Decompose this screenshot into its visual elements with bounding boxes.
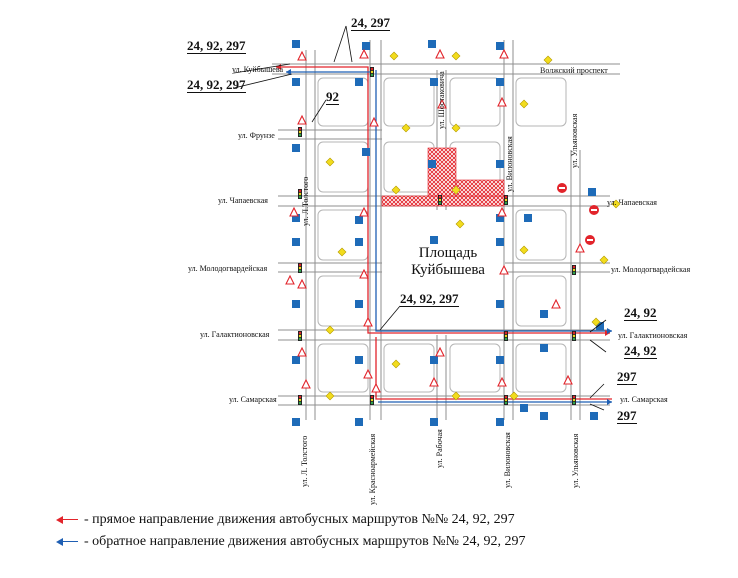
street-label-tolstogo-top: ул. Л.Толстого — [301, 176, 310, 226]
pedestrian-crossing — [382, 196, 504, 206]
street-label-rabochaya: ул. Рабочая — [435, 429, 444, 468]
traffic-light-red — [299, 128, 301, 130]
road-sign-icon — [540, 344, 548, 352]
road-sign-icon — [355, 300, 363, 308]
traffic-light-green — [371, 74, 373, 76]
label-leader-line — [346, 26, 352, 62]
road-sign-icon — [292, 40, 300, 48]
street-label-krasnoarmeyskaya: ул. Красноармейская — [368, 433, 377, 505]
square-label-text: Площадь Куйбышева — [411, 245, 485, 278]
road-sign-icon — [496, 418, 504, 426]
street-grid — [272, 40, 620, 420]
traffic-light-green — [371, 402, 373, 404]
priority-sign-icon — [390, 52, 398, 60]
traffic-light-red — [505, 196, 507, 198]
street-label-ulyanovskaya-top: ул. Ульяновская — [570, 113, 579, 168]
route-label-297-lower-right: 297 — [617, 408, 637, 423]
priority-sign-icon — [338, 248, 346, 256]
no-entry-bar — [559, 187, 565, 189]
road-sign-icon — [588, 188, 596, 196]
priority-sign-icon — [326, 158, 334, 166]
blue-arrow-icon — [56, 537, 78, 546]
traffic-light-red — [573, 266, 575, 268]
city-block-outline — [318, 142, 368, 192]
priority-sign-icon — [520, 246, 528, 254]
street-label-chapaevskaya-left: ул. Чапаевская — [218, 196, 268, 205]
label-leader-line — [380, 306, 400, 330]
road-sign-icon — [362, 42, 370, 50]
route-label-92: 92 — [326, 89, 339, 104]
no-entry-bar — [587, 239, 593, 241]
priority-sign-icon — [326, 392, 334, 400]
road-sign-icon — [430, 236, 438, 244]
street-label-kuibysheva: ул. Куйбышева — [232, 65, 284, 74]
city-block-outline — [384, 142, 434, 192]
warning-sign-icon — [500, 50, 508, 58]
traffic-light-yellow — [299, 267, 301, 269]
traffic-light-yellow — [573, 335, 575, 337]
traffic-light-green — [299, 402, 301, 404]
legend-reverse-text: - обратное направление движения автобусных маршрутов №№ 24, 92, 297 — [84, 534, 526, 549]
priority-sign-icon — [326, 326, 334, 334]
road-sign-icon — [292, 356, 300, 364]
street-label-vilonovskaya-bottom: ул. Вилоновская — [503, 432, 512, 488]
traffic-light-green — [439, 202, 441, 204]
traffic-light-green — [573, 402, 575, 404]
road-sign-icon — [355, 238, 363, 246]
reverse-arrow-icon — [607, 399, 612, 405]
city-block-outline — [450, 78, 500, 126]
warning-sign-icon — [498, 98, 506, 106]
traffic-signs — [234, 26, 620, 426]
road-sign-icon — [355, 418, 363, 426]
legend-reverse — [56, 534, 525, 550]
traffic-light-red — [573, 332, 575, 334]
traffic-light-yellow — [573, 269, 575, 271]
road-sign-icon — [540, 412, 548, 420]
warning-sign-icon — [298, 52, 306, 60]
warning-sign-icon — [360, 270, 368, 278]
road-sign-icon — [430, 418, 438, 426]
street-label-molodogvard-right: ул. Молодогвардейская — [611, 265, 691, 274]
route-label-24-92-lower-right: 24, 92 — [624, 343, 657, 358]
traffic-light-red — [299, 332, 301, 334]
street-label-tolstogo-bottom: ул. Л. Толстого — [300, 435, 309, 487]
traffic-light-red — [505, 396, 507, 398]
traffic-light-red — [299, 396, 301, 398]
road-sign-icon — [520, 404, 528, 412]
road-sign-icon — [355, 216, 363, 224]
warning-sign-icon — [436, 50, 444, 58]
warning-sign-icon — [290, 208, 298, 216]
traffic-light-yellow — [505, 399, 507, 401]
priority-sign-icon — [544, 56, 552, 64]
priority-sign-icon — [456, 220, 464, 228]
road-sign-icon — [496, 160, 504, 168]
traffic-light-green — [299, 270, 301, 272]
priority-sign-icon — [392, 360, 400, 368]
traffic-light-yellow — [299, 399, 301, 401]
warning-sign-icon — [286, 276, 294, 284]
warning-sign-icon — [298, 348, 306, 356]
traffic-light-yellow — [299, 131, 301, 133]
road-sign-icon — [496, 78, 504, 86]
traffic-light-green — [299, 134, 301, 136]
traffic-light-green — [573, 338, 575, 340]
square-label — [396, 245, 500, 279]
warning-sign-icon — [370, 118, 378, 126]
pedestrian-crossings — [382, 148, 504, 206]
road-sign-icon — [292, 144, 300, 152]
no-entry-bar — [591, 209, 597, 211]
city-block-outline — [450, 344, 500, 392]
route-label-24-92-297-lower-left: 24, 92, 297 — [187, 77, 246, 92]
traffic-light-red — [299, 264, 301, 266]
road-sign-icon — [292, 300, 300, 308]
street-label-vilonovskaya-top: ул. Вилоновская — [505, 136, 514, 192]
traffic-light-yellow — [439, 199, 441, 201]
traffic-light-green — [299, 338, 301, 340]
street-label-frunze: ул. Фрунзе — [238, 131, 275, 140]
warning-sign-icon — [500, 266, 508, 274]
route-label-24-92-297-middle: 24, 92, 297 — [400, 291, 459, 306]
street-label-galaktion-right: ул. Галактионовская — [618, 331, 688, 340]
road-sign-icon — [496, 42, 504, 50]
street-label-galaktion-left: ул. Галактионовская — [200, 330, 270, 339]
warning-sign-icon — [498, 208, 506, 216]
traffic-light-yellow — [371, 71, 373, 73]
label-leader-line — [334, 26, 346, 62]
road-sign-icon — [496, 356, 504, 364]
warning-sign-icon — [364, 318, 372, 326]
road-sign-icon — [292, 78, 300, 86]
city-block-outline — [318, 344, 368, 392]
road-sign-icon — [496, 300, 504, 308]
priority-sign-icon — [402, 124, 410, 132]
road-sign-icon — [430, 356, 438, 364]
warning-sign-icon — [552, 300, 560, 308]
road-sign-icon — [292, 418, 300, 426]
road-sign-icon — [540, 310, 548, 318]
route-label-297-upper-right: 297 — [617, 369, 637, 384]
route-label-24-92-297-upper-left: 24, 92, 297 — [187, 38, 246, 53]
city-block-outline — [384, 78, 434, 126]
warning-sign-icon — [364, 370, 372, 378]
street-label-ulyanovskaya-bottom: ул. Ульяновская — [571, 433, 580, 488]
route-label-24-92-upper-right: 24, 92 — [624, 305, 657, 320]
traffic-light-red — [439, 196, 441, 198]
warning-sign-icon — [498, 378, 506, 386]
traffic-light-yellow — [299, 335, 301, 337]
road-sign-icon — [362, 148, 370, 156]
traffic-light-red — [371, 68, 373, 70]
traffic-light-yellow — [573, 399, 575, 401]
priority-sign-icon — [520, 100, 528, 108]
direct-route-line — [376, 337, 612, 399]
road-sign-icon — [524, 214, 532, 222]
street-label-shostakovicha: ул. Шостаковича — [437, 71, 446, 129]
warning-sign-icon — [298, 280, 306, 288]
road-sign-icon — [428, 160, 436, 168]
pedestrian-crossing — [456, 180, 504, 196]
traffic-light-yellow — [505, 335, 507, 337]
city-block-outline — [384, 344, 434, 392]
traffic-light-red — [505, 332, 507, 334]
legend-direct-text: - прямое направление движения автобусных маршрутов №№ 24, 92, 297 — [84, 512, 515, 527]
street-label-chapaevskaya-right: ул. Чапаевская — [607, 198, 657, 207]
road-sign-icon — [355, 356, 363, 364]
legend-direct — [56, 512, 515, 528]
road-sign-icon — [355, 78, 363, 86]
label-leader-line — [312, 100, 326, 122]
traffic-light-red — [573, 396, 575, 398]
warning-sign-icon — [372, 384, 380, 392]
warning-sign-icon — [302, 380, 310, 388]
pedestrian-crossing — [428, 148, 456, 196]
route-label-24-297-top: 24, 297 — [351, 15, 390, 30]
label-leader-line — [590, 340, 606, 352]
road-sign-icon — [292, 238, 300, 246]
traffic-light-red — [371, 396, 373, 398]
street-label-samarskaya-right: ул. Самарская — [620, 395, 668, 404]
priority-sign-icon — [452, 52, 460, 60]
red-arrow-icon — [56, 515, 78, 524]
traffic-light-green — [573, 272, 575, 274]
city-block-outline — [516, 276, 566, 326]
road-sign-icon — [590, 412, 598, 420]
traffic-light-yellow — [371, 399, 373, 401]
road-sign-icon — [428, 40, 436, 48]
priority-sign-icon — [392, 186, 400, 194]
street-label-molodogvard-left: ул. Молодогвардейская — [188, 264, 268, 273]
warning-sign-icon — [298, 116, 306, 124]
street-label-samarskaya-left: ул. Самарская — [229, 395, 277, 404]
traffic-light-green — [505, 338, 507, 340]
warning-sign-icon — [360, 50, 368, 58]
traffic-light-yellow — [505, 199, 507, 201]
traffic-light-green — [505, 202, 507, 204]
traffic-light-green — [505, 402, 507, 404]
street-label-volzhsky: Волжский проспект — [540, 66, 608, 75]
warning-sign-icon — [576, 244, 584, 252]
